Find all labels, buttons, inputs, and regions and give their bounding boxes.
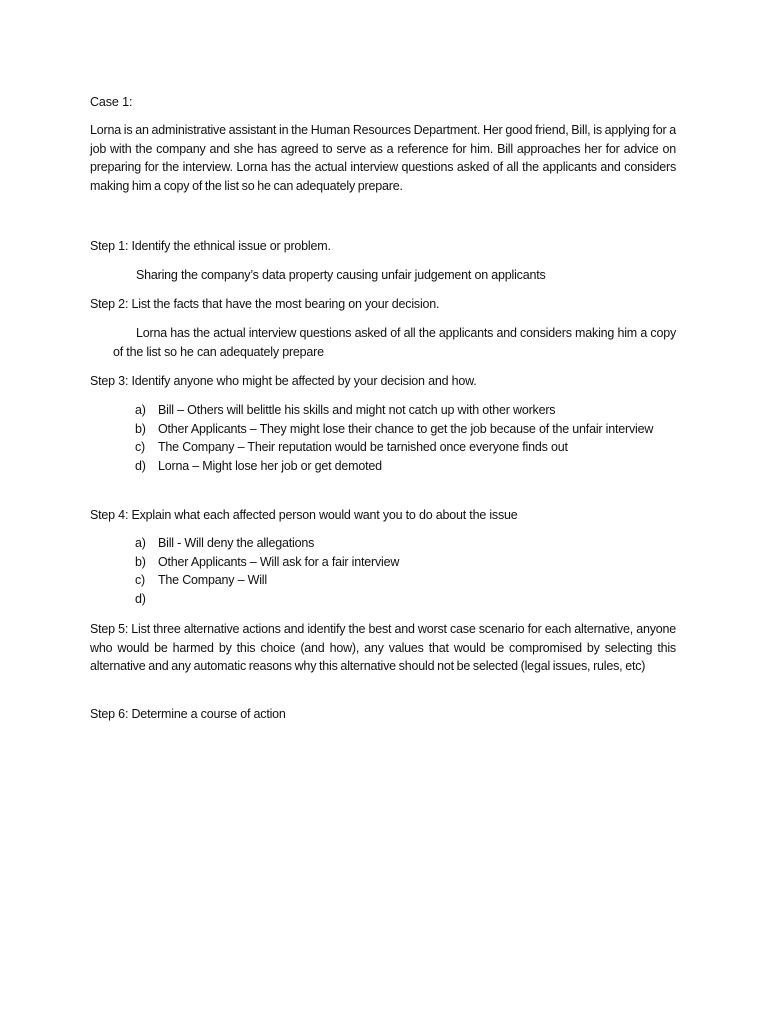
list-item-text: The Company – Their reputation would be tarnished once everyone finds out — [158, 440, 568, 454]
list-item-text: The Company – Will — [158, 573, 267, 587]
list-item — [135, 420, 677, 439]
list-item — [135, 571, 677, 590]
step3-heading: Step 3: Identify anyone who might be affected by your decision and how. — [90, 374, 477, 388]
list-marker: b) — [135, 554, 146, 569]
list-item — [135, 534, 677, 553]
list-marker: c) — [135, 440, 146, 454]
step5-text: Step 5: List three alternative actions and identify the best and worst case scenario for each alternative, anyone who would be harmed by this choice (and how), any values that would be compromised by selecting this alternative and any automatic reasons why this alternative should not be selected (legal issues, rules, etc) — [90, 622, 676, 673]
step2-answer: Lorna has the actual interview questions asked of all the applicants and considers making him a copy of the list so he can adequately prepare — [113, 326, 676, 359]
step4-list — [135, 534, 677, 606]
list-item — [135, 401, 677, 420]
list-item — [135, 553, 677, 572]
list-item-text: Bill - Will deny the allegations — [158, 536, 315, 550]
list-item-text: Other Applicants – They might lose their chance to get the job because of the unfair interview — [158, 421, 654, 436]
list-marker: a) — [135, 536, 146, 550]
list-marker: a) — [135, 403, 146, 417]
list-marker: d) — [135, 458, 146, 473]
step6-heading: Step 6: Determine a course of action — [90, 707, 286, 721]
step4-heading: Step 4: Explain what each affected person would want you to do about the issue — [90, 508, 518, 522]
list-marker: b) — [135, 421, 146, 436]
list-item — [135, 457, 677, 476]
case-title: Case 1: — [90, 95, 133, 109]
list-item-text: Lorna – Might lose her job or get demoted — [158, 458, 382, 473]
list-item — [135, 438, 677, 457]
list-item-text: Bill – Others will belittle his skills and might not catch up with other workers — [158, 403, 556, 417]
list-marker: d) — [135, 591, 146, 606]
list-item-text: Other Applicants – Will ask for a fair interview — [158, 554, 400, 569]
step1-heading: Step 1: Identify the ethnical issue or problem. — [90, 239, 331, 253]
step3-list — [135, 401, 677, 475]
step2-heading: Step 2: List the facts that have the most bearing on your decision. — [90, 297, 440, 311]
step1-answer: Sharing the company’s data property causing unfair judgement on applicants — [136, 268, 546, 282]
case-description: Lorna is an administrative assistant in the Human Resources Department. Her good friend, Bill, is applying for a job with the company and she has agreed to serve as a reference for him. Bill approaches her for advice on preparing for the interview. Lorna has the actual interview questions asked of all the applicants and considers making him a copy of the list so he can adequately prepare. — [90, 123, 676, 193]
list-marker: c) — [135, 573, 146, 587]
